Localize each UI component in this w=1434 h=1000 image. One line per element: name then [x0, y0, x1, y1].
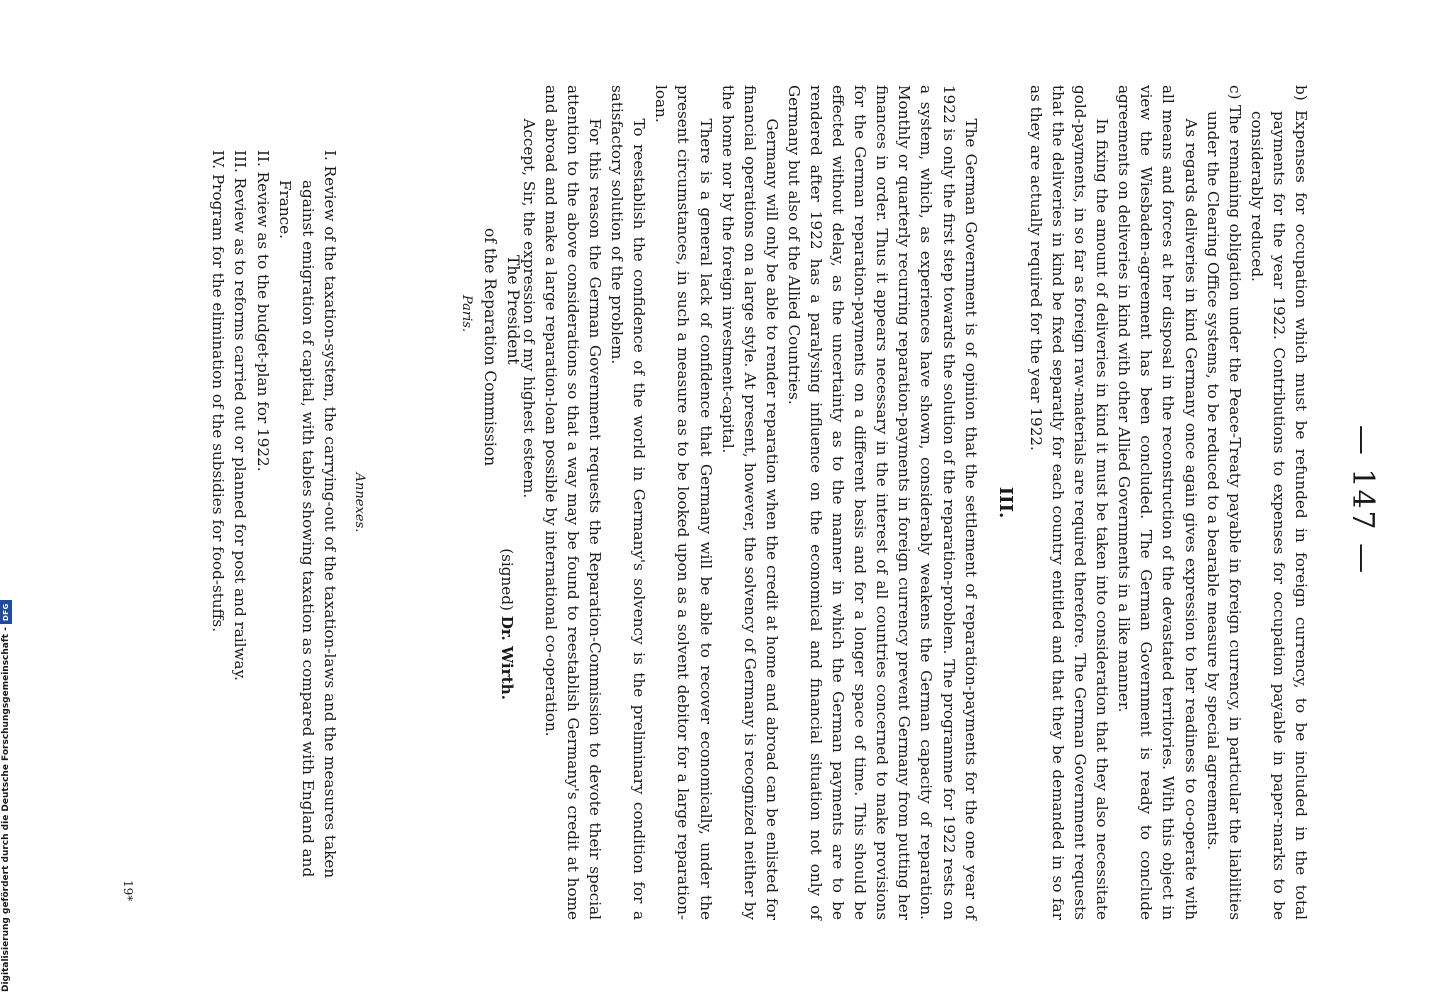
- addressee-line-1: The President: [504, 255, 522, 365]
- digitization-footer: [0, 600, 12, 992]
- dfg-logo-icon: DFG: [0, 600, 12, 624]
- annexes-block: [207, 85, 371, 920]
- paragraph-confidence: There is a general lack of confidence that Germany will be able to recover economically, under the present circumstances, in such a measure as to be looked upon as a solvent debitor for a large reparation-loan.: [652, 85, 715, 920]
- annex-item: IV. Program for the elimination of the subsidies for food-stuffs.: [209, 150, 227, 633]
- signature-mark: 19*: [121, 880, 135, 902]
- letter-body: [496, 85, 1312, 920]
- signature-name: Dr. Wirth.: [497, 615, 516, 700]
- paragraph-reason: For this reason the German Government requests the Reparation-Commission to devote their special attention to the above considerations so that a way may be found to reestablish Germany's credit at home and abroad and make a large reparation-loan possible by international co-operation.: [541, 85, 605, 920]
- paragraph-c: c) The remaining obligation under the Peace-Treaty payable in foreign currency, in particular the liabilities under the Clearing Office systems, to be reduced to a bearable measure by special agreements.: [1203, 85, 1244, 920]
- document-page: [100, 0, 1380, 1000]
- footer-text: Digitalisierung gefördert durch die Deutsche Forschungsgemeinschaft -: [1, 627, 11, 992]
- paragraph-opinion: The German Government is of opinion that the settlement of reparation-payments for the one year of 1922 is only the first step towards the solution of the reparation-problem. The programme for 1922 rests on a system, which, as experiences have shown, considerably weakens the German capacity of reparation. Monthly or quarterly recurring reparation-payments in foreign currency prevent Germany from putting her finances in order. Thus it appears necessary in the interest of all countries concerned to make provisions for the German reparation-payments on a different basis and for a longer space of time. This should be effected without delay, as the uncertainty as to the manner in which the German payments are to be rendered after 1922 has a paralysing influence on the economical and financial situation not only of Germany but also of the Allied Countries.: [784, 85, 980, 920]
- annex-item: II. Review as to the budget-plan for 1922.: [254, 150, 272, 472]
- paragraph-credit: Germany will only be able to render reparation when the credit at home and abroad can be enlisted for financial operations on a large style. At present, however, the solvency of Germany is recognized neither by the home nor by the foreign investment-capital.: [718, 85, 781, 920]
- annex-item: I. Review of the taxation-system, the carrying-out of the taxation-laws and the measures taken against emigration of capital, with tables showing taxation as compared with England and France.: [276, 150, 340, 879]
- signature-signed: (signed): [497, 548, 516, 611]
- page-number-header: — 147 —: [1345, 424, 1380, 576]
- paragraph-accept: Accept, Sir, the expression of my highest esteem.: [519, 118, 538, 499]
- annex-item: III. Review as to reforms carried out or planned for post and railway.: [231, 150, 250, 681]
- paragraph-fixing: In fixing the amount of deliveries in kind it must be taken into consideration that they also necessitate gold-payments, in so far as foreign raw-materials are required therefore. The German Government requests that the deliveries in kind be fixed separatly for each country entitled and that they be demanded in so far as they are actually required for the year 1922.: [1026, 85, 1112, 920]
- annexes-heading: Annexes.: [352, 472, 367, 533]
- paragraph-b: b) Expenses for occupation which must be refunded in foreign currency, to be included in the total payments for the year 1922. Contributions to expenses for occupation payable in paper-marks to be considerably reduced.: [1247, 85, 1310, 920]
- section-heading: III.: [994, 486, 1016, 519]
- paragraph-deliveries: As regards deliveries in kind Germany once again gives expression to her readiness to co-operate with all means and forces at her disposal in the reconstruction of the devastated territories. With this object in view the Wiesbaden-agreement has been concluded. The German Government is ready to conclude agreements on deliveries in kind with other Allied Governments in a like manner.: [1115, 85, 1200, 920]
- paragraph-restablish: To reestablish the confidence of the world in Germany's solvency is the preliminary condition for a satisfactory solution of the problem.: [608, 85, 649, 920]
- addressee-block: [455, 0, 524, 600]
- addressee-line-3: Paris.: [459, 295, 474, 333]
- addressee-line-2: of the Reparation Commission: [481, 228, 499, 467]
